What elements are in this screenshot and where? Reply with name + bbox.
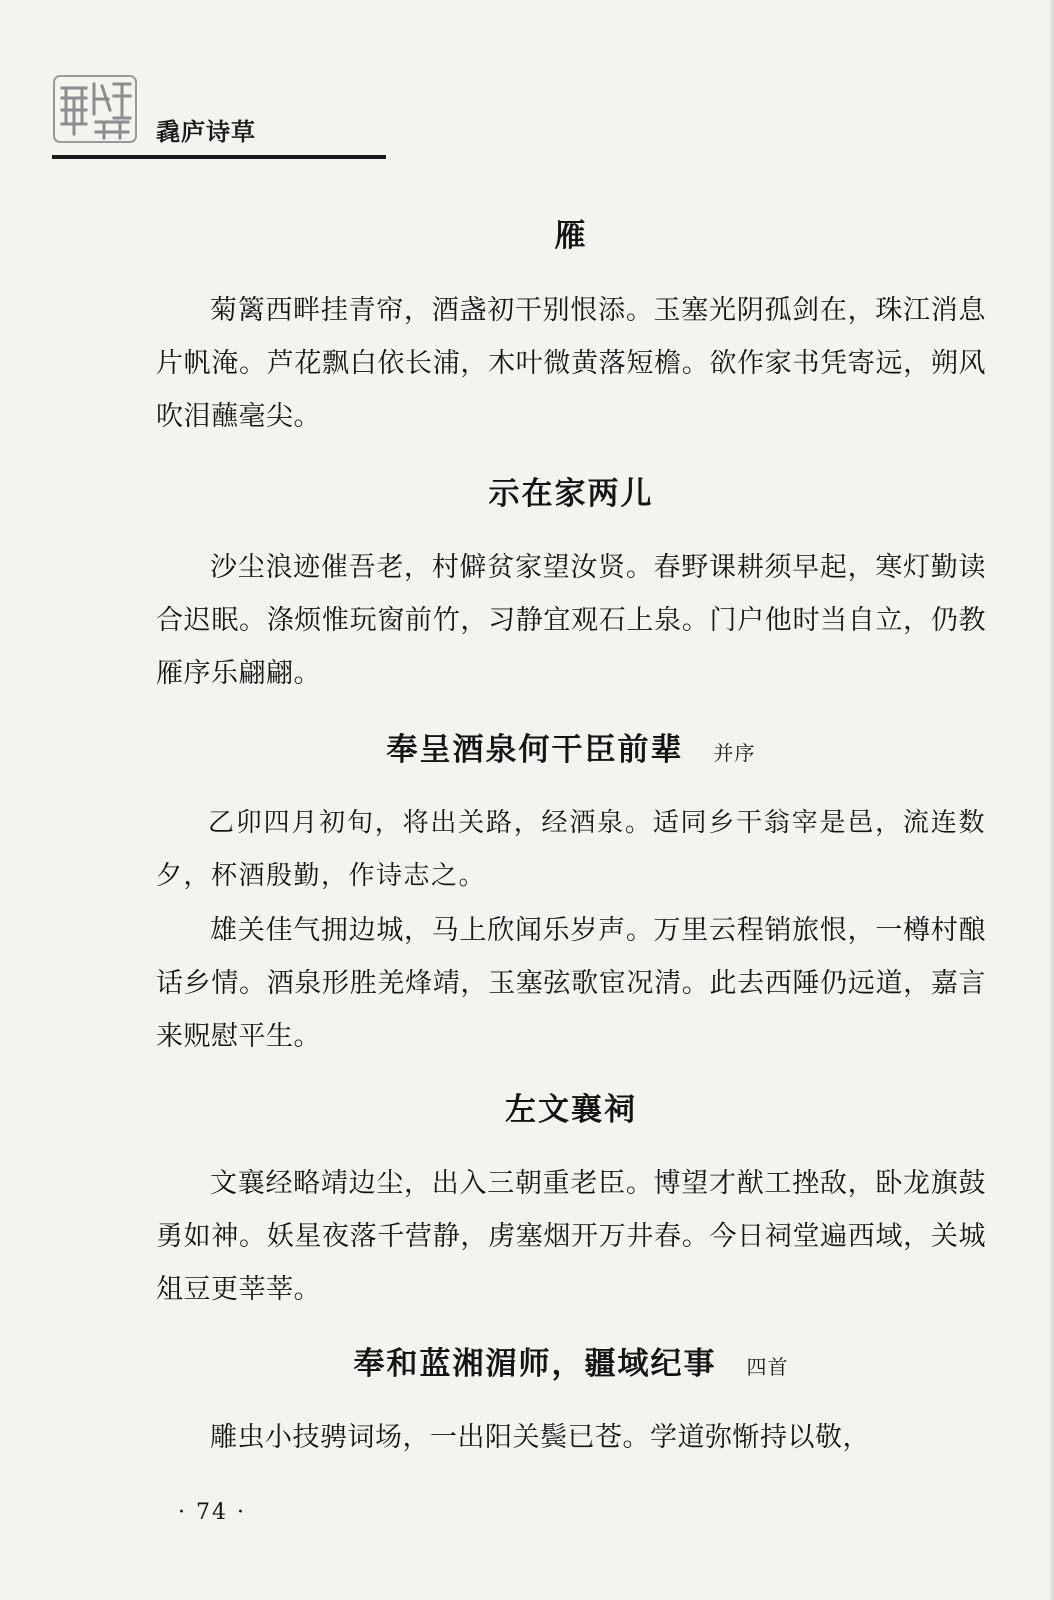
poem-title — [156, 1338, 986, 1383]
poem-title-text: 示在家两儿 — [488, 476, 654, 512]
poem-body: 雕虫小技骋词场，一出阳关鬓已苍。学道弥惭持以敬， — [210, 1422, 870, 1453]
poem-title — [156, 1084, 986, 1129]
poem-preface: 乙卯四月初旬，将出关路，经酒泉。适同乡干翁宰是邑，流连数夕，杯酒殷勤，作诗志之。 — [156, 808, 986, 891]
running-title: 毳庐诗草 — [156, 118, 256, 146]
page-edge — [1048, 0, 1054, 1600]
poem-title-text: 左文襄祠 — [505, 1092, 637, 1128]
poem-title-note: 四首 — [746, 1355, 789, 1379]
poem-title-note: 并序 — [713, 741, 756, 765]
poem-title-text: 奉和蓝湘湄师，疆域纪事 — [353, 1346, 717, 1382]
header-rule — [52, 155, 386, 159]
poem-title — [156, 210, 986, 255]
page-number: · 74 · — [178, 1500, 246, 1525]
poem-title-text: 雁 — [554, 218, 588, 254]
poem-body: 沙尘浪迹催吾老，村僻贫家望汝贤。春野课耕须早起，寒灯勤读合迟眠。涤烦惟玩窗前竹，习静宜观石上泉。门户他时当自立，仍教雁序乐翩翩。 — [156, 552, 986, 689]
poem-body: 雄关佳气拥边城，马上欣闻乐岁声。万里云程销旅恨，一樽村酿话乡情。酒泉形胜羌烽靖，玉塞弦歌宦况清。此去西陲仍远道，嘉言来贶慰平生。 — [156, 915, 986, 1052]
poem-body: 文襄经略靖边尘，出入三朝重老臣。博望才猷工挫敌，卧龙旗鼓勇如神。妖星夜落千营静，虏塞烟开万井春。今日祠堂遍西域，关城俎豆更莘莘。 — [156, 1168, 986, 1305]
poem-title-text: 奉呈酒泉何干臣前辈 — [386, 732, 684, 768]
poem-title — [156, 724, 986, 769]
seal-logo-icon — [52, 74, 138, 144]
poem-body: 菊篱西畔挂青帘，酒盏初干别恨添。玉塞光阴孤剑在，珠江消息片帆淹。芦花飘白依长浦，木叶微黄落短檐。欲作家书凭寄远，朔风吹泪蘸毫尖。 — [156, 295, 986, 432]
poem-title — [156, 468, 986, 513]
